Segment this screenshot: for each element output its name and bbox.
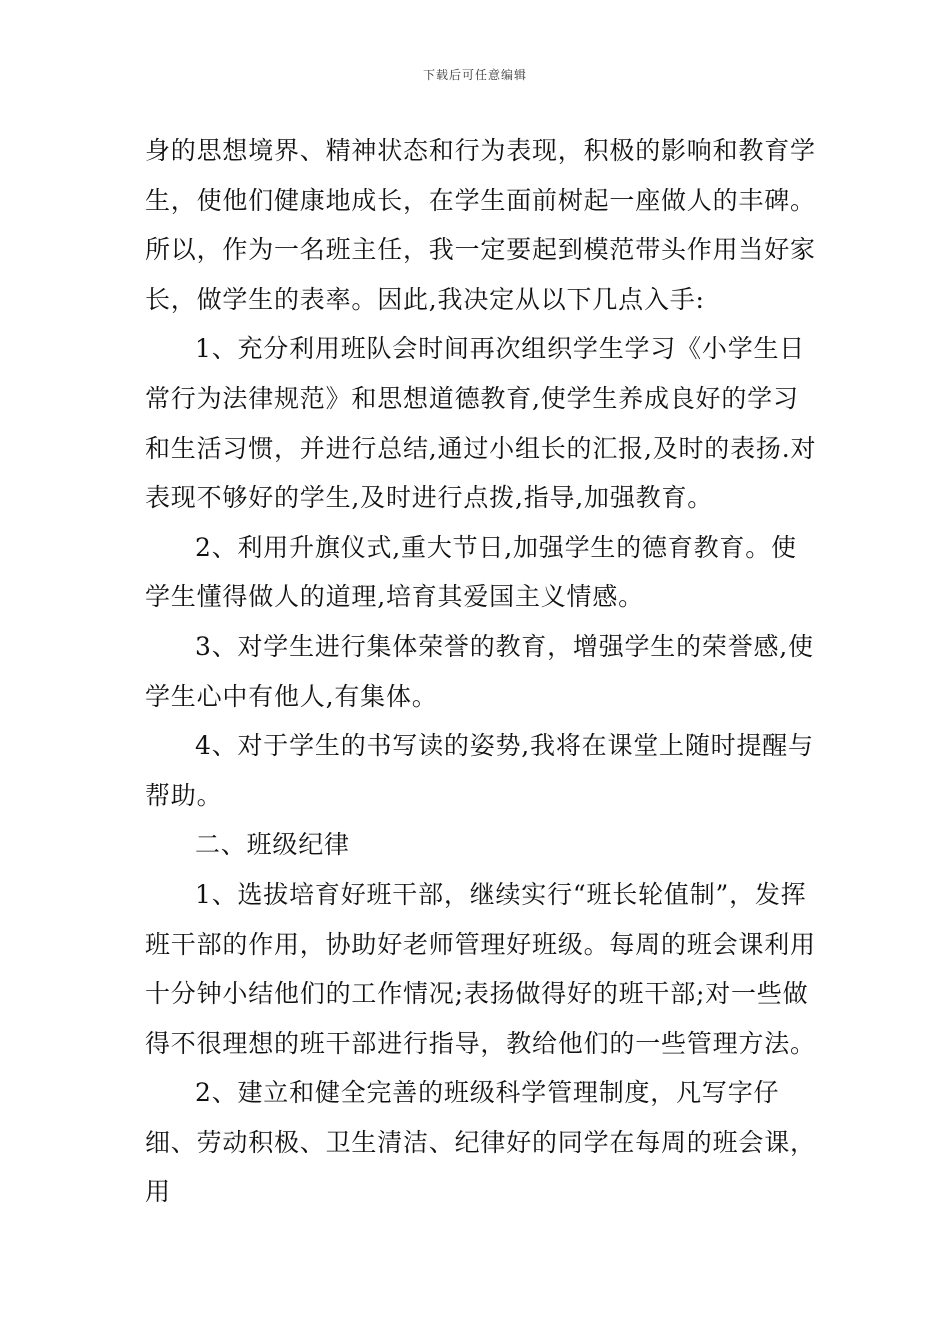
- paragraph-item-4: 4、对于学生的书写读的姿势,我将在课堂上随时提醒与帮助。: [145, 731, 814, 810]
- document-body: [145, 126, 817, 1217]
- page-header: 下载后可任意编辑: [422, 68, 527, 82]
- paragraph-item-2: 2、利用升旗仪式,重大节日,加强学生的德育教育。使学生懂得做人的道理,培育其爱国主义情感。: [145, 532, 797, 612]
- section-heading-class-discipline: 二、班级纪律: [195, 830, 350, 860]
- paragraph-discipline-1: 1、选拔培育好班干部，继续实行“班长轮值制”，发挥班干部的作用，协助好老师管理好班级。每周的班会课利用十分钟小结他们的工作情况;表扬做得好的班干部;对一些做得不很理想的班干部进行指导，教给他们的一些管理方法。: [145, 879, 816, 1058]
- paragraph-discipline-2: 2、建立和健全完善的班级科学管理制度，凡写字仔细、劳动积极、卫生清洁、纪律好的同学在每周的班会课，用: [145, 1078, 816, 1207]
- paragraph-item-3: 3、对学生进行集体荣誉的教育，增强学生的荣誉感,使学生心中有他人,有集体。: [145, 631, 814, 711]
- paragraph-intro: 身的思想境界、精神状态和行为表现，积极的影响和教育学生，使他们健康地成长，在学生面前树起一座做人的丰碑。所以，作为一名班主任，我一定要起到模范带头作用当好家长，做学生的表率。因此,我决定从以下几点入手:: [145, 136, 816, 314]
- paragraph-item-1: 1、充分利用班队会时间再次组织学生学习《小学生日常行为法律规范》和思想道德教育,使学生养成良好的学习和生活习惯，并进行总结,通过小组长的汇报,及时的表扬.对表现不够好的学生,及时进行点拨,指导,加强教育。: [145, 334, 817, 513]
